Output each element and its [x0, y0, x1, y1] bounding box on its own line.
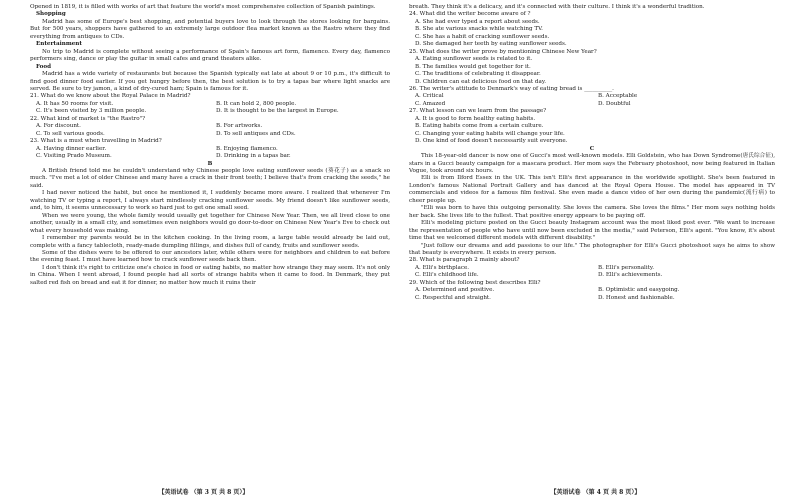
question-23-options [30, 146, 390, 161]
option: A. It has 50 rooms for visit. [36, 100, 114, 107]
food-paragraph: Madrid has a wide variety of restaurants but because the Spanish typically eat late at about 9 or 10 p.m., it's difficult to find good dinner food earlier. If you get hungry before then, the best solution is to try a tapas bar where light snacks are served. Be sure to try jamon, a kind of dry-cured ham; Spain is famous for it. [30, 71, 390, 92]
option: C. Elli's childhood life. [415, 272, 479, 279]
option: A. Eating sunflower seeds is related to it. [415, 56, 533, 63]
option: C. Changing your eating habits will change your life. [415, 130, 565, 137]
passage-b-paragraph: A British friend told me he couldn't understand why Chinese people love eating sunflower seeds (葵花子) as a snack so much. "I've met a lot of older Chinese and many have a crack in their front teeth; I believe that's from cracking the seeds," he said. [30, 167, 390, 189]
section-b-heading: B [207, 160, 213, 167]
passage-c-paragraph: "Just follow our dreams and add passions to our life." The photographer for Elli's Gucci photoshoot says he aims to show that beauty is everywhere. It exists in every person. [409, 242, 775, 256]
question-22-options [30, 123, 390, 138]
option: A. Critical [415, 93, 444, 100]
passage-c-paragraph: Elli's modeling picture posted on the Gucci beauty Instagram account was the most liked post ever. "We want to increase the representation of people who have until now been excluded in the media," said Peterson, Elli's agent. "You know, it's about time that we welcomed different models with different disability." [409, 220, 775, 242]
question-27: 27. What lesson can we learn from the passage? [409, 108, 547, 115]
option: B. Elli's personality. [598, 264, 655, 271]
option: B. Enjoying flamenco. [216, 145, 278, 152]
entertainment-heading: Entertainment [36, 41, 82, 48]
section-c-heading: C [589, 145, 595, 152]
option: B. She ate various snacks while watching TV. [415, 26, 543, 33]
passage-b-paragraph: When we were young, the whole family would usually get together for Chinese New Year. Then, we all lived close to one another, usually in a small city, and sometimes even neighbors would go door-to-door on Chinese New Year's Eve to check out what every household was making. [30, 212, 390, 234]
option: D. One kind of food doesn't necessarily suit everyone. [415, 138, 568, 145]
option: C. Visiting Prado Museum. [36, 153, 112, 160]
page-footer: 【英语试卷 （第 4 页 共 8 页）】 [550, 488, 641, 496]
option: C. To sell various goods. [36, 130, 105, 137]
option: D. Honest and fashionable. [598, 294, 675, 301]
question-24-options [409, 19, 775, 49]
option: A. Determined and positive. [415, 287, 495, 294]
question-29: 29. Which of the following best describes Elli? [409, 279, 541, 286]
option: C. It's been visited by 3 million people. [36, 108, 147, 115]
food-heading: Food [36, 63, 52, 70]
passage-b-paragraph: I had never noticed the habit, but once he mentioned it, I suddenly became more aware. I realized that whenever I'm watching TV or typing a report, I always start mindlessly cracking sunflower seeds. My friend doesn't like sunflower seeds, and, to him, it seems unnecessary to work so hard just to get one small seed. [30, 190, 390, 212]
question-26-options [409, 93, 775, 108]
passage-b-continuation: breath. They think it's a delicacy, and it's connected with their culture. I think it's a wonderful tradition. [409, 4, 705, 10]
option: D. Drinking in a tapas bar. [216, 153, 291, 160]
option: B. The families would get together for it. [415, 63, 531, 70]
passage-b-paragraph: I remember my parents would be in the kitchen cooking. In the living room, a large table would already be laid out, complete with a fancy tablecloth, ready-made dumpling fillings, and dishes full of candy, fruits and sunflower seeds. [30, 235, 390, 249]
option: C. The traditions of celebrating it disappear. [415, 71, 541, 78]
question-25: 25. What does the writer prove by mentioning Chinese New Year? [409, 48, 597, 55]
option: A. For discount. [36, 123, 81, 130]
option: D. It is thought to be the largest in Europe. [216, 108, 339, 115]
option: B. For artworks. [216, 123, 263, 130]
shopping-heading: Shopping [36, 11, 66, 18]
question-26: 26. The writer's attitude to Denmark's way of eating bread is __________. [409, 85, 614, 92]
shopping-paragraph: Madrid has some of Europe's best shopping, and potential buyers love to look through the stores looking for bargains. But for 500 years, shoppers have gathered to an extremely large outdoor flea market known as the Rastro where they find everything from antiques to CDs. [30, 18, 390, 40]
passage-c-paragraph: Elli is from Ilford Essex in the UK. This isn't Elli's first appearance in the worldwide spotlight. She's been featured in London's famous National Portrait Gallery and has danced at the Royal Opera House. The model has appeared in TV commercials and videos for a famous film festival. She even made a dance video of her own during the pandemic(流行病) to cheer people up. [409, 175, 775, 204]
option: C. Amazed [415, 100, 446, 107]
question-29-options [409, 287, 775, 302]
option: A. She had ever typed a report about seeds. [415, 18, 540, 25]
left-column [30, 4, 390, 287]
option: A. Having dinner earlier. [36, 145, 107, 152]
question-23: 23. What is a must when travelling in Madrid? [30, 138, 162, 145]
option: B. Eating habits come from a certain culture. [415, 123, 544, 130]
question-28: 28. What is paragraph 2 mainly about? [409, 257, 520, 264]
option: D. To sell antiques and CDs. [216, 130, 296, 137]
option: C. Respectful and straight. [415, 294, 491, 301]
question-22: 22. What kind of market is "the Rastro"? [30, 115, 146, 122]
passage-c-paragraph: This 18-year-old dancer is now one of Gucci's most well-known models. Elli Goldstein, who has Down Syndrome(唐氏综合征), stars in a Gucci beauty campaign for a mascara product. Her mom says the February photoshoot, now being featured in Italian Vogue, took around six hours. [409, 153, 775, 174]
option: D. Elli's achievements. [598, 272, 663, 279]
question-24: 24. What did the writer become aware of ? [409, 11, 531, 18]
passage-b-paragraph: I don't think it's right to criticize one's choice in food or eating habits, no matter how strange they may seem. It's not only in China. When I went abroad, I found people had all sorts of strange habits when it came to food. In Denmark, they put salted red fish on bread and eat it for dinner, no matter how much it ruins their [30, 264, 390, 286]
question-28-options [409, 265, 775, 280]
question-21: 21. What do we know about the Royal Palace in Madrid? [30, 93, 191, 100]
option: B. Acceptable [598, 93, 638, 100]
right-column [409, 4, 775, 302]
option: C. She has a habit of cracking sunflower seeds. [415, 33, 550, 40]
option: A. Elli's birthplace. [415, 264, 470, 271]
question-25-options [409, 56, 775, 86]
question-21-options [30, 101, 390, 116]
passage-c-paragraph: "Elli was born to have this outgoing personality. She loves the camera. She loves the films." Her mom says nothing holds her back. She lives life to the fullest. That positive energy appears to be paying off. [409, 205, 775, 219]
option: A. It is good to form healthy eating habits. [415, 115, 536, 122]
option: D. Children can eat delicious food on that day. [415, 78, 547, 85]
passage-a-intro: Opened in 1819, it is filled with works of art that feature the world's most comprehensive collection of Spanish paintings. [30, 4, 376, 10]
option: D. Doubtful [598, 100, 631, 107]
page-4 [397, 0, 794, 503]
passage-b-paragraph: Some of the dishes were to be offered to our ancestors later, while others were for neighbors and children to eat before the evening feast. I must have learned how to crack sunflower seeds back then. [30, 249, 390, 264]
entertainment-paragraph: No trip to Madrid is complete without seeing a performance of Spain's famous art form, flamenco. Every day, flamenco performers sing, dance or play the guitar in small cafes and grand theaters alike. [30, 48, 390, 63]
option: B. It can hold 2, 800 people. [216, 100, 297, 107]
option: B. Optimistic and easygoing. [598, 287, 680, 294]
option: D. She damaged her teeth by eating sunflower seeds. [415, 41, 567, 48]
question-27-options [409, 116, 775, 146]
page-footer: 【英语试卷 （第 3 页 共 8 页）】 [158, 488, 249, 496]
